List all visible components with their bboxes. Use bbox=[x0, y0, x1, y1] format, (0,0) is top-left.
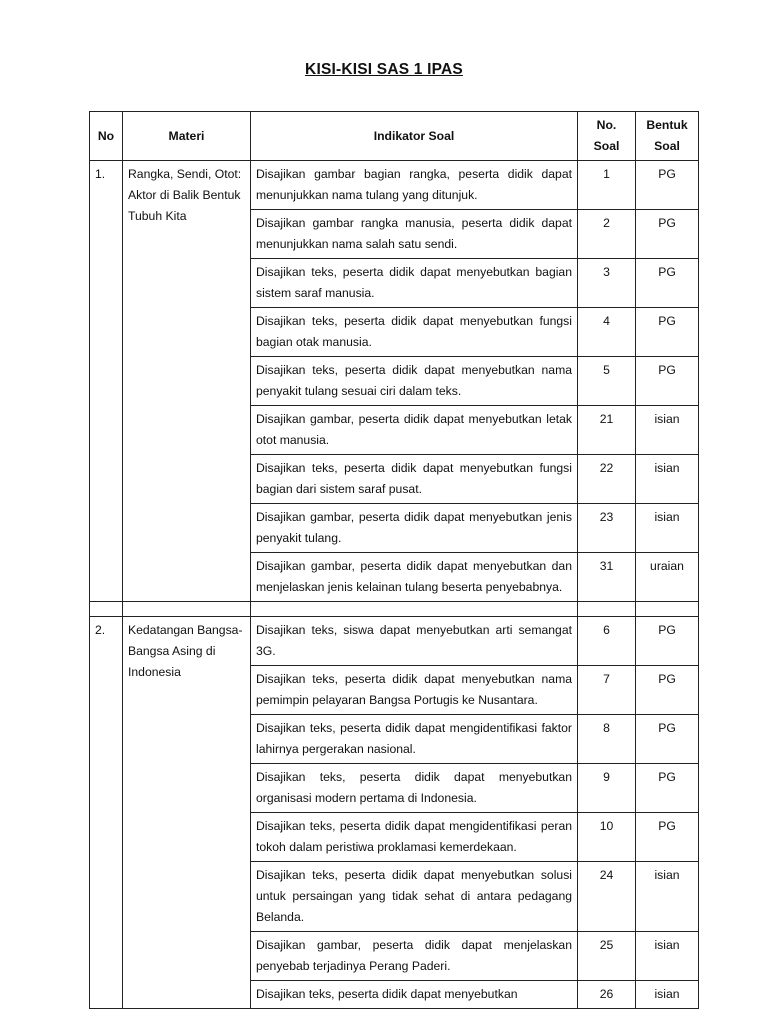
indikator-cell: Disajikan teks, siswa dapat menyebutkan arti semangat 3G. bbox=[251, 617, 578, 666]
spacer-cell bbox=[123, 602, 251, 617]
no-soal-cell: 26 bbox=[578, 981, 636, 1009]
no-soal-cell: 22 bbox=[578, 455, 636, 504]
no-soal-cell: 24 bbox=[578, 862, 636, 932]
no-soal-cell: 2 bbox=[578, 210, 636, 259]
no-soal-cell: 31 bbox=[578, 553, 636, 602]
indikator-cell: Disajikan gambar bagian rangka, peserta didik dapat menunjukkan nama tulang yang ditunjuk. bbox=[251, 161, 578, 210]
bentuk-soal-cell: PG bbox=[636, 357, 699, 406]
header-no: No bbox=[90, 112, 123, 161]
bentuk-soal-cell: isian bbox=[636, 406, 699, 455]
indikator-cell: Disajikan teks, peserta didik dapat menyebutkan solusi untuk persaingan yang tidak sehat di antara pedagang Belanda. bbox=[251, 862, 578, 932]
no-soal-cell: 21 bbox=[578, 406, 636, 455]
section-materi: Kedatangan Bangsa-Bangsa Asing di Indonesia bbox=[123, 617, 251, 1009]
no-soal-cell: 4 bbox=[578, 308, 636, 357]
bentuk-soal-cell: isian bbox=[636, 862, 699, 932]
no-soal-cell: 7 bbox=[578, 666, 636, 715]
section-number: 2. bbox=[90, 617, 123, 1009]
header-bentuk-soal bbox=[636, 112, 699, 161]
indikator-cell: Disajikan teks, peserta didik dapat mengidentifikasi peran tokoh dalam peristiwa proklamasi kemerdekaan. bbox=[251, 813, 578, 862]
no-soal-cell: 23 bbox=[578, 504, 636, 553]
no-soal-cell: 8 bbox=[578, 715, 636, 764]
table-body bbox=[90, 161, 699, 1009]
bentuk-soal-cell: PG bbox=[636, 259, 699, 308]
bentuk-soal-cell: PG bbox=[636, 764, 699, 813]
document-title: KISI-KISI SAS 1 IPAS bbox=[305, 61, 463, 78]
section-materi: Rangka, Sendi, Otot: Aktor di Balik Bentuk Tubuh Kita bbox=[123, 161, 251, 602]
kisi-kisi-table bbox=[89, 111, 699, 1009]
bentuk-soal-cell: PG bbox=[636, 161, 699, 210]
bentuk-soal-cell: isian bbox=[636, 981, 699, 1009]
indikator-cell: Disajikan teks, peserta didik dapat menyebutkan bbox=[251, 981, 578, 1009]
bentuk-soal-cell: PG bbox=[636, 210, 699, 259]
no-soal-cell: 5 bbox=[578, 357, 636, 406]
bentuk-soal-cell: PG bbox=[636, 308, 699, 357]
spacer-cell bbox=[636, 602, 699, 617]
bentuk-soal-cell: PG bbox=[636, 813, 699, 862]
indikator-cell: Disajikan teks, peserta didik dapat mengidentifikasi faktor lahirnya pergerakan nasional. bbox=[251, 715, 578, 764]
bentuk-soal-cell: PG bbox=[636, 617, 699, 666]
bentuk-soal-cell: isian bbox=[636, 932, 699, 981]
header-bentuk-line1: Bentuk bbox=[646, 118, 688, 132]
indikator-cell: Disajikan gambar, peserta didik dapat menyebutkan letak otot manusia. bbox=[251, 406, 578, 455]
indikator-cell: Disajikan teks, peserta didik dapat menyebutkan organisasi modern pertama di Indonesia. bbox=[251, 764, 578, 813]
section-number: 1. bbox=[90, 161, 123, 602]
spacer-cell bbox=[90, 602, 123, 617]
bentuk-soal-cell: PG bbox=[636, 715, 699, 764]
bentuk-soal-cell: uraian bbox=[636, 553, 699, 602]
indikator-cell: Disajikan gambar, peserta didik dapat menyebutkan dan menjelaskan jenis kelainan tulang beserta penyebabnya. bbox=[251, 553, 578, 602]
no-soal-cell: 6 bbox=[578, 617, 636, 666]
indikator-cell: Disajikan gambar, peserta didik dapat menyebutkan jenis penyakit tulang. bbox=[251, 504, 578, 553]
bentuk-soal-cell: isian bbox=[636, 455, 699, 504]
no-soal-cell: 10 bbox=[578, 813, 636, 862]
table-row bbox=[90, 161, 699, 210]
bentuk-soal-cell: isian bbox=[636, 504, 699, 553]
indikator-cell: Disajikan teks, peserta didik dapat menyebutkan nama pemimpin pelayaran Bangsa Portugis ke Nusantara. bbox=[251, 666, 578, 715]
header-no-soal-line2: Soal bbox=[593, 139, 620, 153]
no-soal-cell: 9 bbox=[578, 764, 636, 813]
spacer-cell bbox=[251, 602, 578, 617]
header-indikator: Indikator Soal bbox=[251, 112, 578, 161]
indikator-cell: Disajikan teks, peserta didik dapat menyebutkan bagian sistem saraf manusia. bbox=[251, 259, 578, 308]
indikator-cell: Disajikan gambar, peserta didik dapat menjelaskan penyebab terjadinya Perang Paderi. bbox=[251, 932, 578, 981]
spacer-cell bbox=[578, 602, 636, 617]
header-materi: Materi bbox=[123, 112, 251, 161]
spacer-row bbox=[90, 602, 699, 617]
indikator-cell: Disajikan teks, peserta didik dapat menyebutkan fungsi bagian otak manusia. bbox=[251, 308, 578, 357]
bentuk-soal-cell: PG bbox=[636, 666, 699, 715]
table-header-row bbox=[90, 112, 699, 161]
no-soal-cell: 1 bbox=[578, 161, 636, 210]
header-no-soal bbox=[578, 112, 636, 161]
table-row bbox=[90, 617, 699, 666]
indikator-cell: Disajikan teks, peserta didik dapat menyebutkan fungsi bagian dari sistem saraf pusat. bbox=[251, 455, 578, 504]
no-soal-cell: 25 bbox=[578, 932, 636, 981]
header-no-soal-line1: No. bbox=[596, 118, 617, 132]
indikator-cell: Disajikan gambar rangka manusia, peserta didik dapat menunjukkan nama salah satu sendi. bbox=[251, 210, 578, 259]
header-bentuk-line2: Soal bbox=[654, 139, 680, 153]
no-soal-cell: 3 bbox=[578, 259, 636, 308]
indikator-cell: Disajikan teks, peserta didik dapat menyebutkan nama penyakit tulang sesuai ciri dalam teks. bbox=[251, 357, 578, 406]
